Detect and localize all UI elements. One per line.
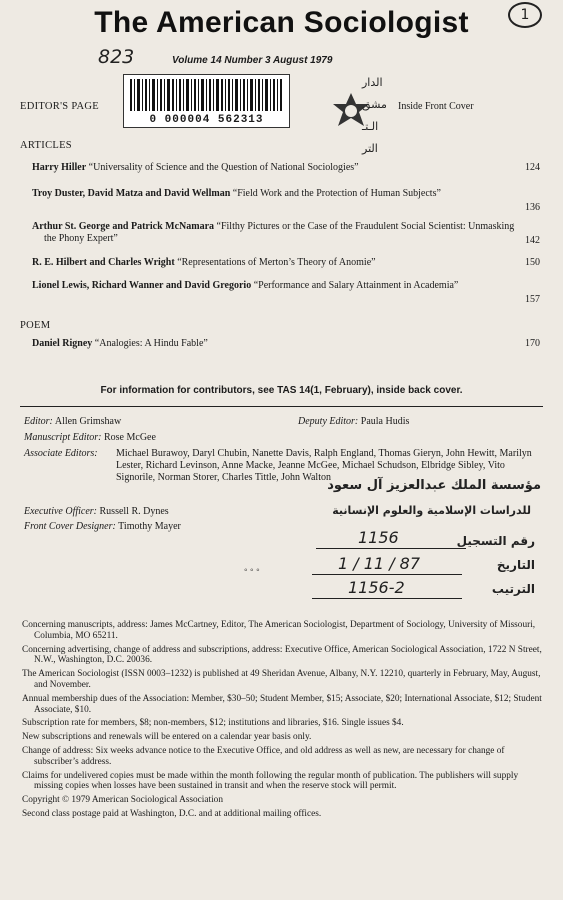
notice-change-of-address: Change of address: Six weeks advance notice to the Executive Office, and old address as well as new, are necessary for change of subscriber’s address. [22, 745, 505, 767]
article-authors: Arthur St. George and Patrick McNamara [32, 221, 215, 232]
stamp-line [316, 548, 466, 549]
publication-notices [22, 620, 542, 823]
articles-heading: ARTICLES [20, 140, 72, 151]
editor-label: Editor: [24, 416, 53, 427]
poem-entry [20, 338, 540, 350]
poem-page: 170 [525, 338, 540, 349]
decorative-dots: ◦ ◦ ◦ [244, 565, 260, 576]
article-page: 136 [525, 202, 540, 213]
notice-copyright: Copyright © 1979 American Sociological Association [22, 795, 223, 806]
associate-editors-block [24, 448, 98, 460]
notice-advertising: Concerning advertising, change of address and subscriptions, address: Executive Office, American Sociological Association, 1722 N Street, N.W., Washington, D.C. 20036. [22, 644, 542, 666]
divider [20, 406, 543, 407]
associate-editors-list: Michael Burawoy, Daryl Chubin, Nanette Davis, Ralph England, Thomas Gieryn, John Hewitt, Marilyn Lester, Richard Levinson, Anne Macke, Jeanne McGee, Michael Schudson, Elbridge Sibley, Vito Signorile, Norman Storer, Charles Tittle, John Walton [116, 448, 532, 483]
issue-line: Volume 14 Number 3 August 1979 [172, 55, 333, 66]
article-title: “Filthy Pictures or the Case of the Fraudulent Social Scientist: Unmasking the Phony Expert” [44, 221, 515, 244]
barcode-bars [124, 77, 289, 113]
article-title: “Universality of Science and the Question of National Sociologies” [88, 162, 359, 173]
editor-name: Allen Grimshaw [54, 416, 122, 427]
notice-postage: Second class postage paid at Washington, D.C. and at additional mailing offices. [22, 808, 322, 819]
handwritten-arabic-note: الدار مشق الـتـ التر [362, 76, 387, 155]
editor-line [24, 416, 121, 428]
article-entry [20, 162, 540, 174]
manuscript-editor-name: Rose McGee [104, 432, 156, 443]
stamp-class-value: 1156-2 [348, 578, 405, 597]
article-entry [20, 257, 540, 269]
associate-editors-label: Associate Editors: [24, 448, 98, 459]
deputy-editor-name: Paula Hudis [360, 416, 410, 427]
article-entry [20, 221, 540, 247]
stamp-line [312, 574, 462, 575]
notice-subscription-rate: Subscription rate for members, $8; non-members, $12; institutions and libraries, $16. Single issues $4. [22, 718, 404, 729]
article-title: “Performance and Salary Attainment in Academia” [253, 280, 459, 291]
stamp-date-label: التاريخ [496, 558, 535, 572]
stamp-date-value: 1 / 11 / 87 [338, 554, 421, 573]
poem-heading: POEM [20, 320, 51, 331]
article-authors: Troy Duster, David Matza and David Wellman [32, 188, 231, 199]
executive-officer-line [24, 506, 169, 518]
notice-renewals: New subscriptions and renewals will be entered on a calendar year basis only. [22, 732, 312, 743]
article-authors: Lionel Lewis, Richard Wanner and David Gregorio [32, 280, 252, 291]
article-entry [20, 188, 540, 214]
barcode-digits: 0 000004 562313 [149, 114, 264, 126]
article-page: 142 [525, 235, 540, 246]
executive-officer-label: Executive Officer: [24, 506, 98, 517]
article-entry [20, 280, 540, 306]
article-page: 150 [525, 257, 540, 268]
cover-designer-label: Front Cover Designer: [24, 521, 116, 532]
stamp-line [312, 598, 462, 599]
handwritten-corner-number: 1 [508, 2, 542, 28]
journal-title: The American Sociologist [94, 6, 469, 39]
article-title: “Representations of Merton’s Theory of Anomie” [177, 257, 376, 268]
editors-page-location: Inside Front Cover [398, 101, 474, 112]
article-authors: Harry Hiller [32, 162, 87, 173]
article-page: 124 [525, 162, 540, 173]
article-page: 157 [525, 294, 540, 305]
stamp-registration-value: 1156 [358, 528, 399, 547]
notice-claims: Claims for undelivered copies must be made within the month following the regular month of publication. The publishers will supply missing copies when losses have been sustained in transit and when the reserve stock will permit. [22, 770, 519, 792]
editors-page-label: EDITOR'S PAGE [20, 101, 100, 112]
library-stamp [268, 478, 543, 608]
article-title: “Field Work and the Protection of Human Subjects” [232, 188, 441, 199]
cover-designer-name: Timothy Mayer [118, 521, 181, 532]
notice-dues: Annual membership dues of the Association: Member, $30–50; Student Member, $15; Associate, $20; International Associate, $12; Student Associate, $10. [22, 693, 542, 715]
contributors-note: For information for contributors, see TAS 14(1, February), inside back cover. [100, 385, 463, 396]
cover-designer-line [24, 521, 181, 533]
barcode-label [123, 74, 290, 128]
stamp-registration-label: رقم التسجيل [456, 534, 535, 548]
notice-manuscripts: Concerning manuscripts, address: James McCartney, Editor, The American Sociologist, Department of Sociology, University of Missouri, Columbia, MO 65211. [22, 620, 536, 641]
manuscript-editor-line [24, 432, 156, 444]
poem-author: Daniel Rigney [32, 338, 93, 349]
executive-officer-name: Russell R. Dynes [99, 506, 169, 517]
stamp-class-label: الترتيب [491, 582, 535, 596]
manuscript-editor-label: Manuscript Editor: [24, 432, 102, 443]
stamp-institution: مؤسسة الملك عبدالعزيز آل سعود [327, 478, 541, 493]
deputy-editor-line [298, 416, 409, 428]
stamp-institution-subtitle: للدراسات الإسلامية والعلوم الإنسانية [332, 504, 531, 517]
handwritten-number: 823 [98, 46, 135, 68]
article-authors: R. E. Hilbert and Charles Wright [32, 257, 175, 268]
poem-title: “Analogies: A Hindu Fable” [94, 338, 208, 349]
deputy-editor-label: Deputy Editor: [298, 416, 359, 427]
notice-publication: The American Sociologist (ISSN 0003–1232) is published at 49 Sheridan Avenue, Albany, N.Y. 12210, quarterly in February, May, August, and November. [22, 669, 541, 690]
